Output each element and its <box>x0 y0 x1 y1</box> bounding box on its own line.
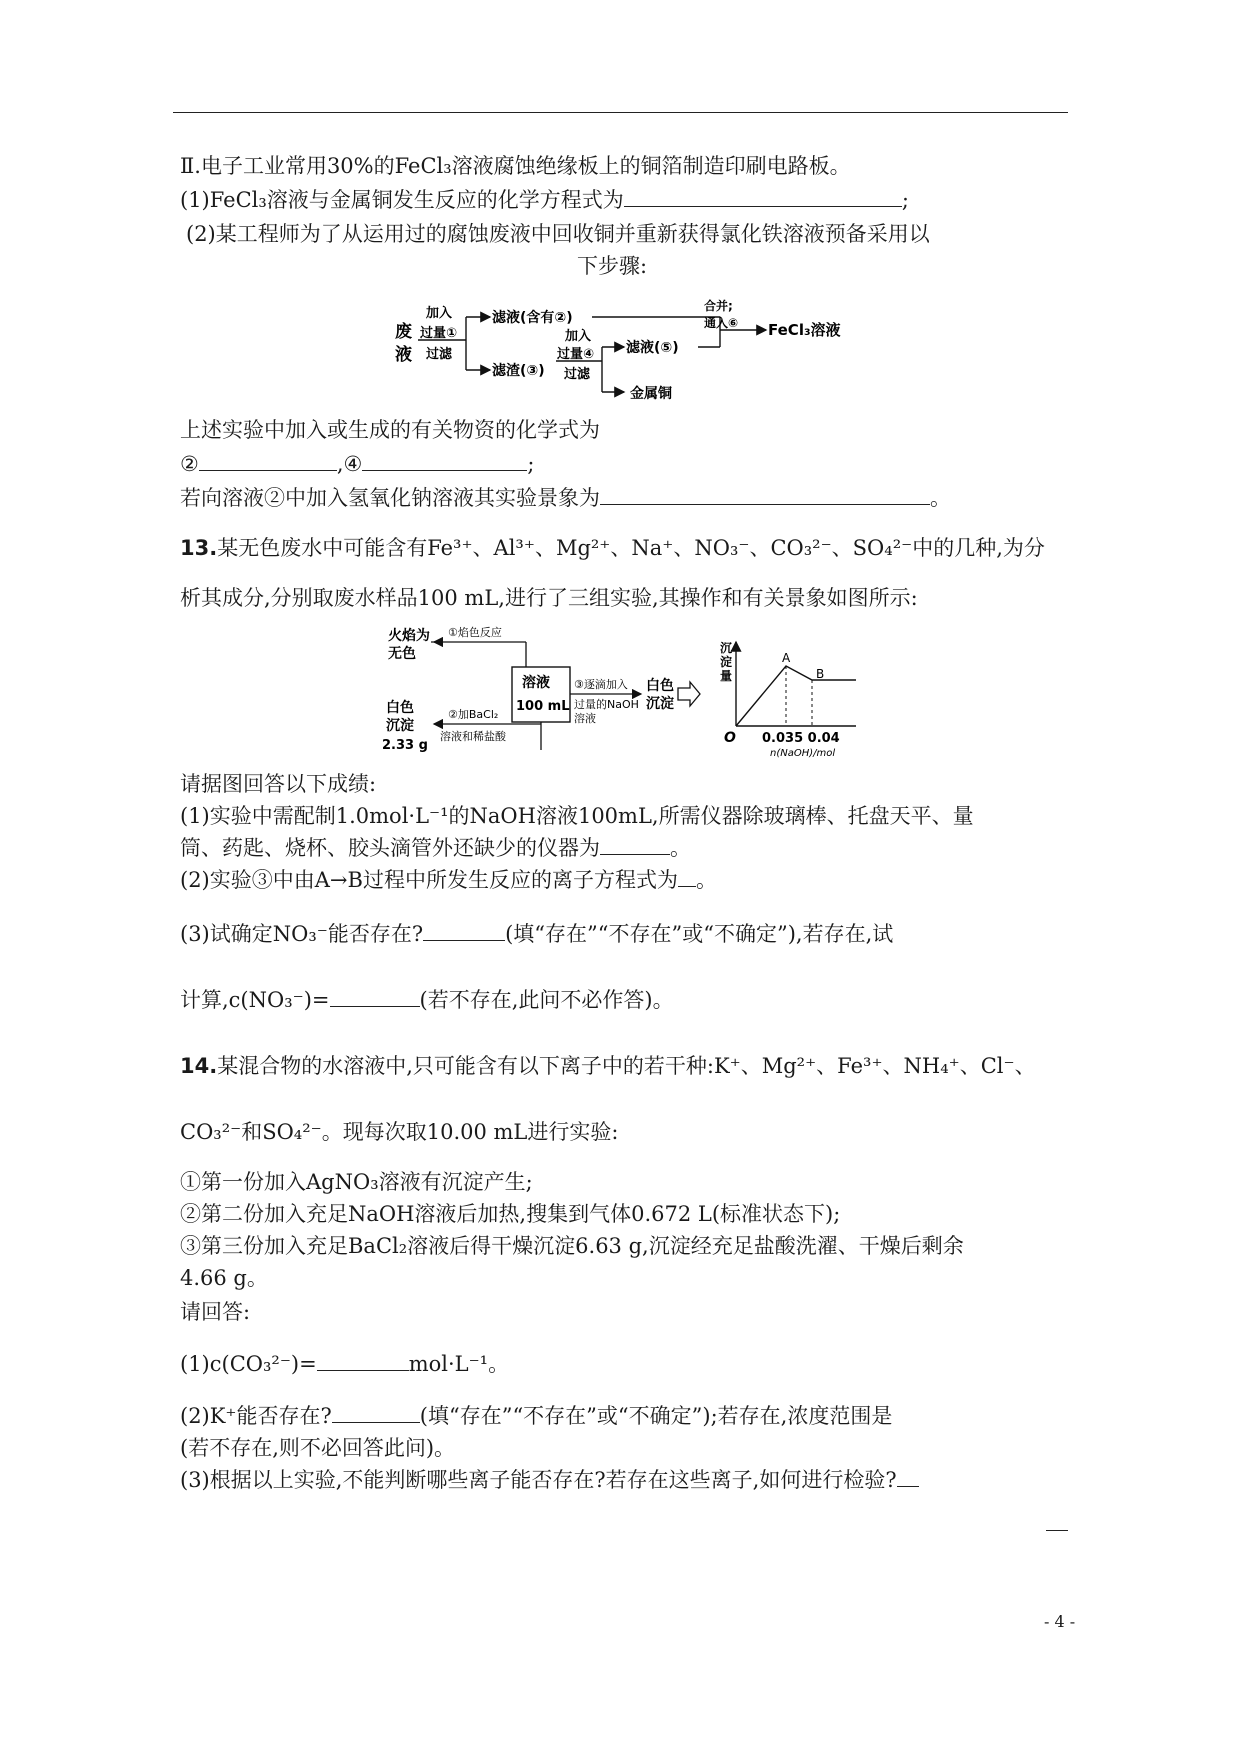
period: 。 <box>930 486 951 510</box>
answer-blank[interactable] <box>199 450 337 471</box>
question-13-2 <box>180 866 717 894</box>
fig-step2: ②加BaCl₂ <box>448 708 499 721</box>
answer-blank[interactable] <box>897 1466 919 1487</box>
section-2-intro: Ⅱ.电子工业常用30%的FeCl₃溶液腐蚀绝缘板上的铜箔制造印刷电路板。 <box>180 154 851 178</box>
question-14-prompt: 请回答: <box>180 1300 251 1324</box>
fig-flame: 火焰为 <box>388 628 430 644</box>
question-14-2 <box>180 1402 892 1430</box>
flow-product: FeCl₃溶液 <box>768 321 841 339</box>
question-14-line-2: CO₃²⁻和SO₄²⁻。现每次取10.00 mL进行实验: <box>180 1120 619 1144</box>
answer-blank[interactable] <box>423 920 505 941</box>
answer-blank[interactable] <box>600 834 670 855</box>
fig-step1: ①焰色反应 <box>448 626 502 639</box>
question-text: (3)试确定NO₃⁻能否存在? <box>180 922 424 946</box>
flow-filtrate2: 滤液(含有②) <box>492 310 573 326</box>
answer-blank[interactable] <box>317 1350 409 1371</box>
fig-ppt2: 沉淀 <box>386 718 414 734</box>
question-2-1-text: (1)FeCl₃溶液与金属铜发生反应的化学方程式为 <box>180 188 624 212</box>
unit: mol·L⁻¹。 <box>408 1352 510 1376</box>
question-13-3 <box>180 920 893 948</box>
x-axis-label: n(NaOH)/mol <box>770 748 836 759</box>
precipitate-curve <box>736 666 856 726</box>
fig-white2: 白色 <box>386 700 414 716</box>
question-14-2-cont: (若不存在,则不必回答此问)。 <box>180 1436 456 1460</box>
origin-label: O <box>724 730 736 746</box>
question-text: (2)实验③中由A→B过程中所发生反应的离子方程式为 <box>180 868 678 892</box>
experiment-1: ①第一份加入AgNO₃溶液有沉淀产生; <box>180 1170 533 1194</box>
question-14-1 <box>180 1350 509 1378</box>
fig-ppt1: 沉淀 <box>646 696 674 712</box>
experiment-diagram <box>376 622 870 762</box>
label-2: ② <box>180 452 199 476</box>
question-number: 13. <box>180 536 218 560</box>
question-13-stem <box>180 534 1045 562</box>
answer-blank[interactable] <box>1046 1510 1068 1531</box>
question-number: 14. <box>180 1054 218 1078</box>
answer-blank[interactable] <box>362 450 527 471</box>
flow-filter2: 过滤 <box>564 367 591 382</box>
question-2-2: (2)某工程师为了从运用过的腐蚀废液中回收铜并重新获得氯化铁溶液预备采用以 <box>186 222 930 246</box>
answer-blank[interactable] <box>332 1402 420 1423</box>
flow-residue3: 滤渣(③) <box>492 363 545 379</box>
question-text: (3)根据以上实验,不能判断哪些离子能否存在?若存在这些离子,如何进行检验? <box>180 1468 897 1492</box>
question-text: (若不存在,此问不必作答)。 <box>419 988 674 1012</box>
experiment-3: ③第三份加入充足BaCl₂溶液后得干燥沉淀6.63 g,沉淀经充足盐酸洗濯、干燥后剩余 <box>180 1234 964 1258</box>
question-text: (1)c(CO₃²⁻)= <box>180 1352 317 1376</box>
graph-ylabel-2: 淀 <box>720 655 733 669</box>
fig-step3: ③逐滴加入 <box>574 678 628 691</box>
flow-excess4: 过量④ <box>557 347 595 362</box>
header-rule <box>173 112 1068 113</box>
fig-colorless: 无色 <box>388 646 416 662</box>
question-13-1-cont <box>180 834 691 862</box>
question-2-1-end: ; <box>901 188 909 212</box>
question-13-3-cont <box>180 986 674 1014</box>
question-2-2-cont: 下步骤: <box>577 254 648 278</box>
flow-liquid: 液 <box>395 345 412 365</box>
point-a: A <box>782 651 791 665</box>
flow-add2: 加入 <box>565 329 592 344</box>
recovery-flowchart <box>392 292 862 404</box>
flow-excess1: 过量① <box>420 326 458 341</box>
section-2-naoh-question <box>180 484 951 512</box>
graph-ylabel-3: 量 <box>720 669 733 683</box>
question-14-stem <box>180 1052 1036 1080</box>
question-text: 若向溶液②中加入氢氧化钠溶液其实验景象为 <box>180 486 600 510</box>
fig-mass: 2.33 g <box>382 738 428 753</box>
graph-ylabel-1: 沉 <box>720 641 733 655</box>
question-text: (2)K⁺能否存在? <box>180 1404 332 1428</box>
x-ticks: 0.035 0.04 <box>762 731 840 746</box>
experiment-3-cont: 4.66 g。 <box>180 1266 268 1290</box>
fig-step3b: 过量的NaOH <box>574 698 639 711</box>
page-number: - 4 - <box>1044 1612 1076 1631</box>
answer-blank[interactable] <box>330 986 420 1007</box>
point-b: B <box>816 667 825 681</box>
question-text: 计算,c(NO₃⁻)= <box>180 988 330 1012</box>
fig-white1: 白色 <box>646 678 674 694</box>
question-text: (填“存在”“不存在”或“不确定”),若存在,试 <box>505 922 894 946</box>
flow-waste: 废 <box>395 322 412 342</box>
flow-pass6: 通入⑥ <box>704 316 739 330</box>
answer-blank[interactable] <box>624 186 902 207</box>
flow-copper: 金属铜 <box>630 386 672 402</box>
question-13-1: (1)实验中需配制1.0mol·L⁻¹的NaOH溶液100mL,所需仪器除玻璃棒、托盘天平、量 <box>180 804 974 828</box>
hollow-arrow <box>678 682 700 706</box>
flow-add1: 加入 <box>426 306 453 321</box>
question-text: (填“存在”“不存在”或“不确定”);若存在,浓度范围是 <box>419 1404 893 1428</box>
answer-blank[interactable] <box>600 484 930 505</box>
fig-step2b: 溶液和稀盐酸 <box>440 730 506 743</box>
flow-filtrate5: 滤液(⑤) <box>626 340 679 356</box>
question-13-prompt: 请据图回答以下成绩: <box>180 772 377 796</box>
period: 。 <box>695 868 717 892</box>
experiment-2: ②第二份加入充足NaOH溶液后加热,搜集到气体0.672 L(标准状态下); <box>180 1202 841 1226</box>
section-2-formula-blanks <box>180 450 534 478</box>
fig-step3c: 溶液 <box>574 712 596 725</box>
flow-combine: 合并; <box>704 299 733 313</box>
question-2-1 <box>180 186 909 214</box>
period: 。 <box>670 836 691 860</box>
fig-sol: 溶液 <box>522 675 550 691</box>
question-13-line-1: 某无色废水中可能含有Fe³⁺、Al³⁺、Mg²⁺、Na⁺、NO₃⁻、CO₃²⁻、SO₄²⁻中的几种,为分 <box>217 536 1045 560</box>
separator: ; <box>527 452 535 476</box>
question-text: 筒、药匙、烧杯、胶头滴管外还缺少的仪器为 <box>180 836 600 860</box>
question-14-3 <box>180 1466 919 1494</box>
question-13-line-2: 析其成分,分别取废水样品100 mL,进行了三组实验,其操作和有关景象如图所示: <box>180 586 918 610</box>
fig-vol: 100 mL <box>516 699 570 714</box>
section-2-formula-prompt: 上述实验中加入或生成的有关物资的化学式为 <box>180 418 600 442</box>
question-14-line-1: 某混合物的水溶液中,只可能含有以下离子中的若干种:K⁺、Mg²⁺、Fe³⁺、NH₄⁺、Cl⁻、 <box>217 1054 1036 1078</box>
flow-filter1: 过滤 <box>426 347 453 362</box>
label-4: ,④ <box>336 452 363 476</box>
answer-blank[interactable] <box>678 866 696 887</box>
